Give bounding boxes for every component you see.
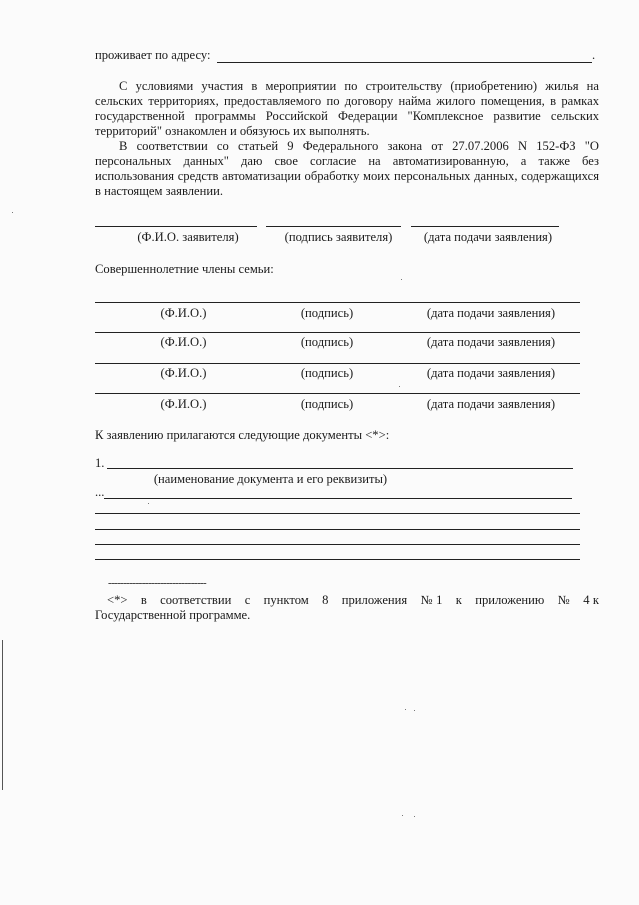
document-line[interactable] — [95, 544, 580, 545]
family-signature-caption: (подпись) — [300, 306, 354, 320]
scan-speck — [12, 212, 13, 213]
scan-speck — [148, 503, 149, 504]
document-item-number: 1. — [95, 456, 105, 470]
conditions-paragraph: С условиями участия в мероприятии по строительству (приобретению) жилья на сельских территориях, предоставляемого по договору найма жилого помещения, в рамках государственной программы Российской Федерации "Комплексное развитие сельских территорий" ознакомлен и обязуюсь их выполнять. — [95, 79, 599, 138]
family-row-line[interactable] — [95, 393, 580, 394]
family-row-line[interactable] — [95, 302, 580, 303]
scan-speck — [414, 816, 415, 817]
scan-speck — [405, 709, 406, 710]
footnote-text: <*> в соответствии с пунктом 8 приложения № 1 к приложению № 4 к Государственной программе. — [95, 593, 603, 622]
family-date-caption: (дата подачи заявления) — [426, 335, 556, 349]
scan-speck — [414, 710, 415, 711]
family-date-caption: (дата подачи заявления) — [426, 306, 556, 320]
family-fio-caption: (Ф.И.О.) — [160, 306, 207, 320]
address-input-line[interactable] — [217, 62, 592, 63]
document-line[interactable] — [95, 559, 580, 560]
family-date-caption: (дата подачи заявления) — [426, 366, 556, 380]
document-line[interactable] — [104, 498, 572, 499]
personal-data-consent-paragraph: В соответствии со статьей 9 Федерального закона от 27.07.2006 N 152-ФЗ "О персональных данных" даю свое согласие на автоматизированную, а также без использования средств автоматизации обработку моих персональных данных, содержащихся в настоящем заявлении. — [95, 139, 599, 198]
family-signature-caption: (подпись) — [300, 397, 354, 411]
footnote-separator: -------------------------------- — [108, 577, 207, 589]
address-end-period: . — [592, 48, 596, 62]
applicant-fio-caption: (Ф.И.О. заявителя) — [137, 230, 239, 244]
document-name-caption: (наименование документа и его реквизиты) — [153, 472, 388, 486]
family-signature-caption: (подпись) — [300, 366, 354, 380]
family-date-caption: (дата подачи заявления) — [426, 397, 556, 411]
family-fio-caption: (Ф.И.О.) — [160, 397, 207, 411]
family-row-line[interactable] — [95, 332, 580, 333]
documents-heading: К заявлению прилагаются следующие документы <*>: — [95, 428, 390, 442]
scan-speck — [401, 279, 402, 280]
scan-edge-mark — [2, 640, 3, 790]
applicant-date-line[interactable] — [411, 226, 559, 227]
family-members-heading: Совершеннолетние члены семьи: — [95, 262, 274, 276]
applicant-fio-line[interactable] — [95, 226, 257, 227]
document-ellipsis: ... — [95, 485, 105, 499]
applicant-date-caption: (дата подачи заявления) — [423, 230, 553, 244]
family-fio-caption: (Ф.И.О.) — [160, 335, 207, 349]
family-fio-caption: (Ф.И.О.) — [160, 366, 207, 380]
scan-speck — [402, 815, 403, 816]
document-line[interactable] — [95, 529, 580, 530]
address-label: проживает по адресу: — [95, 48, 211, 62]
document-line[interactable] — [95, 513, 580, 514]
applicant-signature-caption: (подпись заявителя) — [284, 230, 393, 244]
document-name-line[interactable] — [107, 468, 573, 469]
applicant-signature-line[interactable] — [266, 226, 401, 227]
family-signature-caption: (подпись) — [300, 335, 354, 349]
scan-speck — [399, 386, 400, 387]
family-row-line[interactable] — [95, 363, 580, 364]
